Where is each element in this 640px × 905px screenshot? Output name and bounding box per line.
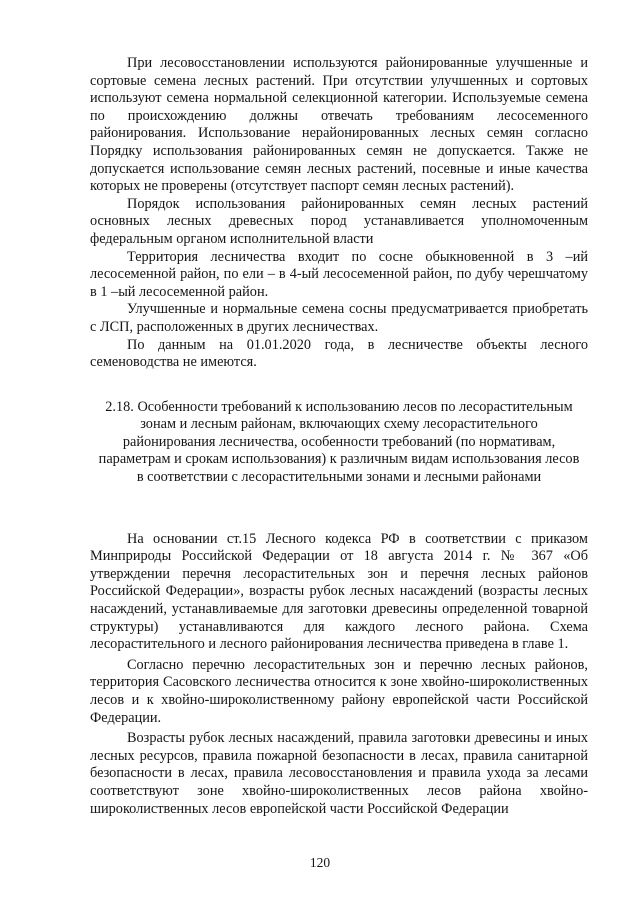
paragraph-seed-procedure: Порядок использования районированных семян лесных растений основных лесных древесных пород устанавливается уполномоченным федеральным органом исполнительной власти: [90, 195, 588, 247]
paragraph-improved-seeds: Улучшенные и нормальные семена сосны предусматривается приобретать с ЛСП, расположенных в других лесничествах.: [90, 301, 588, 335]
paragraph-seed-regions: Территория лесничества входит по сосне обыкновенной в 3 –ий лесосеменной район, по ели – в 4-ый лесосеменной район, по дубу черешчатому в 1 –ый лесосеменной район.: [90, 248, 588, 300]
paragraph-seed-objects: По данным на 01.01.2020 года, в лесничестве объекты лесного семеноводства не имеются.: [90, 336, 588, 371]
paragraph-zone-assignment: Согласно перечню лесорастительных зон и перечню лесных районов, территория Сасовского лесничества относится к зоне хвойно-широколиственных лесов и к хвойно-широколиственному району европейской части Российской Федерации.: [90, 656, 588, 726]
paragraph-legal-basis: На основании ст.15 Лесного кодекса РФ в соответствии с приказом Минприроды Российской Федерации от 18 августа 2014 г. № 367 «Об утверждении перечня лесорастительных зон и перечня лесных районов Российской Федерации», возрасты рубок лесных насаждений (возрасты лесных насаждений, устанавливаемые для заготовки древесины определенной товарной структуры) устанавливаются для каждого лесного района. Схема лесорастительного и лесного районирования лесничества приведена в главе 1.: [90, 530, 588, 653]
paragraph-rules-compliance: Возрасты рубок лесных насаждений, правила заготовки древесины и иных лесных ресурсов, правила пожарной безопасности в лесах, правила санитарной безопасности в лесах, правила лесовосстановления и правила ухода за лесами соответствуют зоне хвойно-широколиственных лесов района хвойно-широколиственных лесов европейской части Российской Федерации: [90, 730, 588, 817]
document-page: [90, 55, 588, 818]
section-body: [90, 531, 588, 819]
paragraph-seed-usage: При лесовосстановлении используются районированные улучшенные и сортовые семена лесных растений. При отсутствии улучшенных и сортовых используют семена нормальной селекционной категории. Используемые семена по происхождению должны отвечать требованиям лесосеменного районирования. Использование нерайонированных лесных семян согласно Порядку использования районированных семян не допускается. Также не допускается использование семян лесных растений, посевные и иные качества которых не проверены (отсутствует паспорт семян лесных растений).: [90, 55, 588, 195]
section-heading: 2.18. Особенности требований к использованию лесов по лесорастительным зонам и лесным районам, включающих схему лесорастительного районирования лесничества, особенности требований (по нормативам, параметрам и срокам использования) к различным видам использования лесов в соответствии с лесорастительными зонами и лесными районами: [98, 398, 580, 486]
page-number: 120: [309, 855, 331, 870]
